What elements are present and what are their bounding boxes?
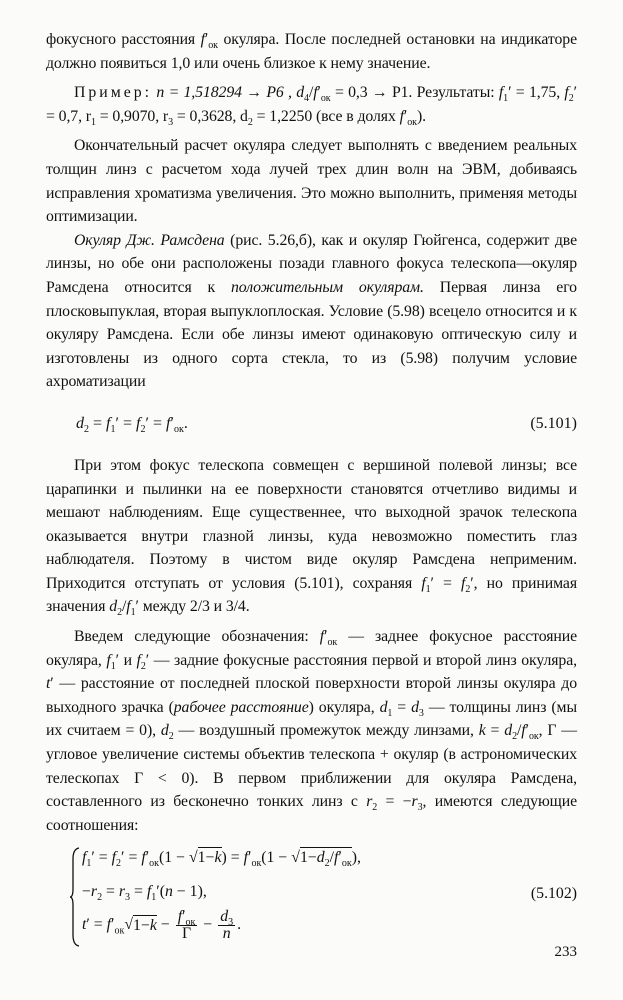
equation-5-101: $d_2 = f_1' = f_2' = f'_{ок}$. (5.101) (46, 412, 577, 438)
equation-line-1: $f_1' = f_2' = f'_{ок}(1 - √1-k) = f'_{ок}(1 - √1-d_2/f'_{ок})$, (82, 849, 361, 870)
example-paragraph: Пример: n = 1,518294 → P6 , $d_4/f'_{ок} = 0,3 \to P1$. Результаты: $f_1' = 1,75$, $f_2' = 0,7$, $r_1 = 0,9070$, $r_3 = 0,3628$, $d_2 = 1,2250$ (все в долях $f'_{ок}$). (46, 84, 577, 128)
equation-system-5-102 (46, 847, 577, 949)
equation-line-2: $-r_2 = r_3 = f_1'(n - 1)$, (82, 883, 207, 904)
paragraph-5: Введем следующие обозначения: $f'_{ок}$ — заднее фокусное расстояние окуляра, $f_1'$ и $f_2'$ — задние фокусные расстояния первой и второй линз окуляра, t′ — расстояние от последней плоской поверхности второй линзы окуляра до выходного зрачка (рабочее расстояние) окуляра, $d_1 = d_3$ — толщины линз (мы их считаем = 0), $d_2$ — воздушный промежуток между линзами, $k = d_2/f'_{ок}$, Г — угловое увеличение системы объектив телескопа + окуляр (в астрономических телескопах Г < 0). В первом приближении для окуляра Рамсдена, составленного из бесконечно тонких линз с $r_2 = -r_3$, имеются следующие соотношения: (46, 628, 577, 834)
paragraph-3: Окуляр Дж. Рамсдена (рис. 5.26,б), как и окуляр Гюйгенса, содержит две линзы, но обе они расположены позади главного фокуса телескопа—окуляр Рамсдена относится к положительным окулярам. Первая линза его плосковыпуклая, вторая выпуклоплоская. Условие (5.98) всецело относится и к окуляру Рамсдена. Если обе линзы имеют одинаковую оптическую силу и изготовлены из одного сорта стекла, то из (5.98) получим условие ахроматизации (46, 231, 577, 391)
paragraph-2: Окончательный расчет окуляра следует выполнять с введением реальных толщин линз с расчетом хода лучей трех длин волн на ЭВМ, добиваясь исправления хроматизма увеличения. Это можно выполнить, применяя методы оптимизации. (46, 137, 577, 226)
equation-line-3: $t' = f'_{ок}√1-k$ − $\frac{f'_{ок}}{Г}$ − $\frac{d_3}{n}$ . (82, 908, 242, 943)
equation-number: (5.102) (530, 885, 577, 903)
example-label: Пример: (74, 84, 153, 102)
brace-icon (70, 847, 80, 947)
example-text-1: n = 1,518294 → P6 , (156, 84, 292, 102)
paragraph-1: фокусного расстояния $f'_{ок}$ окуляра. После последней остановки на индикаторе должно появиться 1,0 или очень близкое к нему значение. (46, 31, 577, 72)
equation-number: (5.101) (530, 414, 577, 432)
example-text-2: = 0,3 → P1. Результаты: (334, 84, 495, 102)
page-number: 233 (554, 944, 577, 960)
paragraph-4: При этом фокус телескопа совмещен с вершиной полевой линзы; все царапинки и пылинки на ее поверхности становятся отчетливо видимы и мешают наблюдениям. Еще существеннее, что выходной зрачок телескопа оказывается внутри глазной линзы, куда невозможно поместить глаз наблюдателя. Поэтому в чистом виде окуляр Рамсдена неприменим. Приходится отступать от условия (5.101), сохраняя $f_1' = f_2'$, но принимая значения $d_2/f_1'$ между 2/3 и 3/4. (46, 456, 577, 619)
